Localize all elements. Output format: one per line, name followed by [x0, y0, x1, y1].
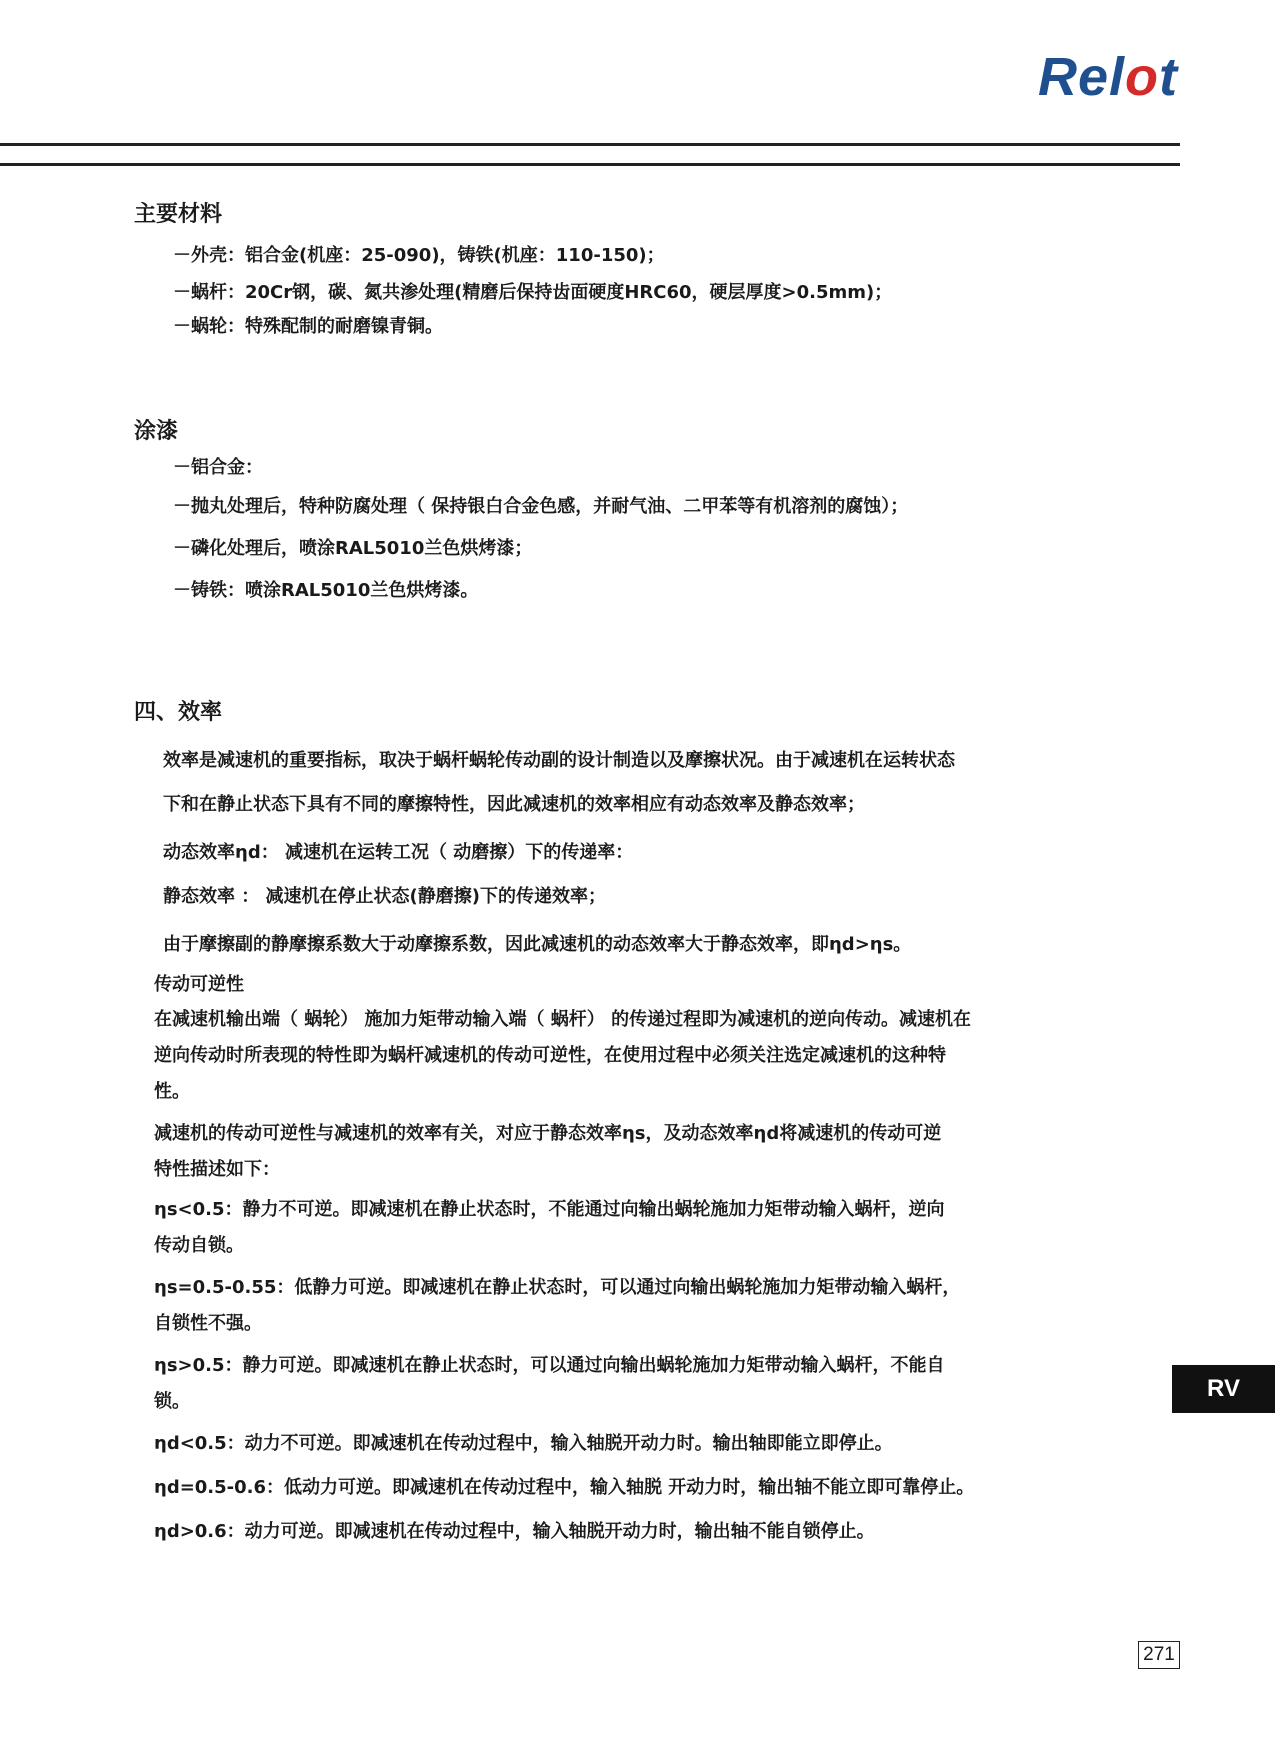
header-rule-bottom: [0, 163, 1180, 166]
case-line: ηd=0.5-0.6：低动力可逆。即减速机在传动过程中，输入轴脱 开动力时，输出轴不能立即可靠停止。: [154, 1477, 975, 1498]
case-line: ηs=0.5-0.55：低静力可逆。即减速机在静止状态时，可以通过向输出蜗轮施加力矩带动输入蜗杆，: [154, 1277, 961, 1298]
case-line: ηd>0.6：动力可逆。即减速机在传动过程中，输入轴脱开动力时，输出轴不能自锁停止。: [154, 1521, 875, 1542]
paragraph-line: 逆向传动时所表现的特性即为蜗杆减速机的传动可逆性，在使用过程中必须关注选定减速机的这种特: [154, 1045, 946, 1066]
materials-heading: 主要材料: [134, 202, 223, 227]
efficiency-line: 由于摩擦副的静摩擦系数大于动摩擦系数，因此减速机的动态效率大于静态效率，即ηd>ηs。: [163, 934, 912, 955]
reversibility-heading: 传动可逆性: [154, 974, 244, 995]
case-line: 自锁性不强。: [154, 1313, 262, 1334]
case-line: 锁。: [154, 1391, 190, 1412]
paint-item: －铸铁：喷涂RAL5010兰色烘烤漆。: [173, 580, 479, 601]
reversibility-paragraph-1: [154, 1002, 971, 1110]
efficiency-line: 动态效率ηd： 减速机在运转工况（ 动磨擦）下的传递率：: [163, 842, 634, 863]
case-line: ηd<0.5：动力不可逆。即减速机在传动过程中，输入轴脱开动力时。输出轴即能立即停止。: [154, 1433, 893, 1454]
materials-item: －蜗杆：20Cr钢，碳、氮共渗处理(精磨后保持齿面硬度HRC60，硬层厚度>0.5mm)；: [173, 282, 893, 303]
case-line: ηs>0.5：静力可逆。即减速机在静止状态时，可以通过向输出蜗轮施加力矩带动输入蜗杆，不能自: [154, 1355, 945, 1376]
paint-item: －磷化处理后，喷涂RAL5010兰色烘烤漆；: [173, 538, 533, 559]
materials-item: －蜗轮：特殊配制的耐磨镍青铜。: [173, 316, 443, 337]
reversibility-case-dynamic-irreversible: [154, 1426, 893, 1462]
paragraph-line: 性。: [154, 1081, 190, 1102]
header-rule-top: [0, 143, 1180, 146]
case-line: 传动自锁。: [154, 1235, 244, 1256]
section-tab-rv: RV: [1172, 1365, 1275, 1413]
materials-item: －外壳：铝合金(机座：25-090)，铸铁(机座：110-150)；: [173, 245, 665, 266]
reversibility-case-static-irreversible: [154, 1192, 945, 1264]
reversibility-paragraph-2: [154, 1116, 941, 1188]
reversibility-case-static-reversible: [154, 1348, 945, 1420]
paint-item: －铝合金：: [173, 457, 263, 478]
efficiency-line: 下和在静止状态下具有不同的摩擦特性，因此减速机的效率相应有动态效率及静态效率；: [163, 794, 865, 815]
case-line: ηs<0.5：静力不可逆。即减速机在静止状态时，不能通过向输出蜗轮施加力矩带动输入蜗杆，逆向: [154, 1199, 945, 1220]
paragraph-line: 在减速机输出端（ 蜗轮） 施加力矩带动输入端（ 蜗杆） 的传递过程即为减速机的逆向传动。减速机在: [154, 1009, 972, 1030]
brand-logo: Relot: [1038, 47, 1179, 107]
paint-item: －抛丸处理后，特种防腐处理（ 保持银白合金色感，并耐气油、二甲苯等有机溶剂的腐蚀）；: [173, 496, 909, 517]
page-number: 271: [1138, 1641, 1180, 1669]
efficiency-line: 静态效率 ： 减速机在停止状态(静磨擦)下的传递效率；: [163, 886, 606, 907]
paragraph-line: 特性描述如下：: [154, 1159, 280, 1180]
paragraph-line: 减速机的传动可逆性与减速机的效率有关，对应于静态效率ηs，及动态效率ηd将减速机的传动可逆: [154, 1123, 942, 1144]
reversibility-case-dynamic-reversible: [154, 1514, 875, 1550]
reversibility-case-static-low: [154, 1270, 960, 1342]
efficiency-line: 效率是减速机的重要指标，取决于蜗杆蜗轮传动副的设计制造以及摩擦状况。由于减速机在运转状态: [163, 750, 955, 771]
efficiency-heading: 四、效率: [134, 700, 223, 725]
paint-heading: 涂漆: [134, 419, 179, 444]
reversibility-case-dynamic-low: [154, 1470, 974, 1506]
